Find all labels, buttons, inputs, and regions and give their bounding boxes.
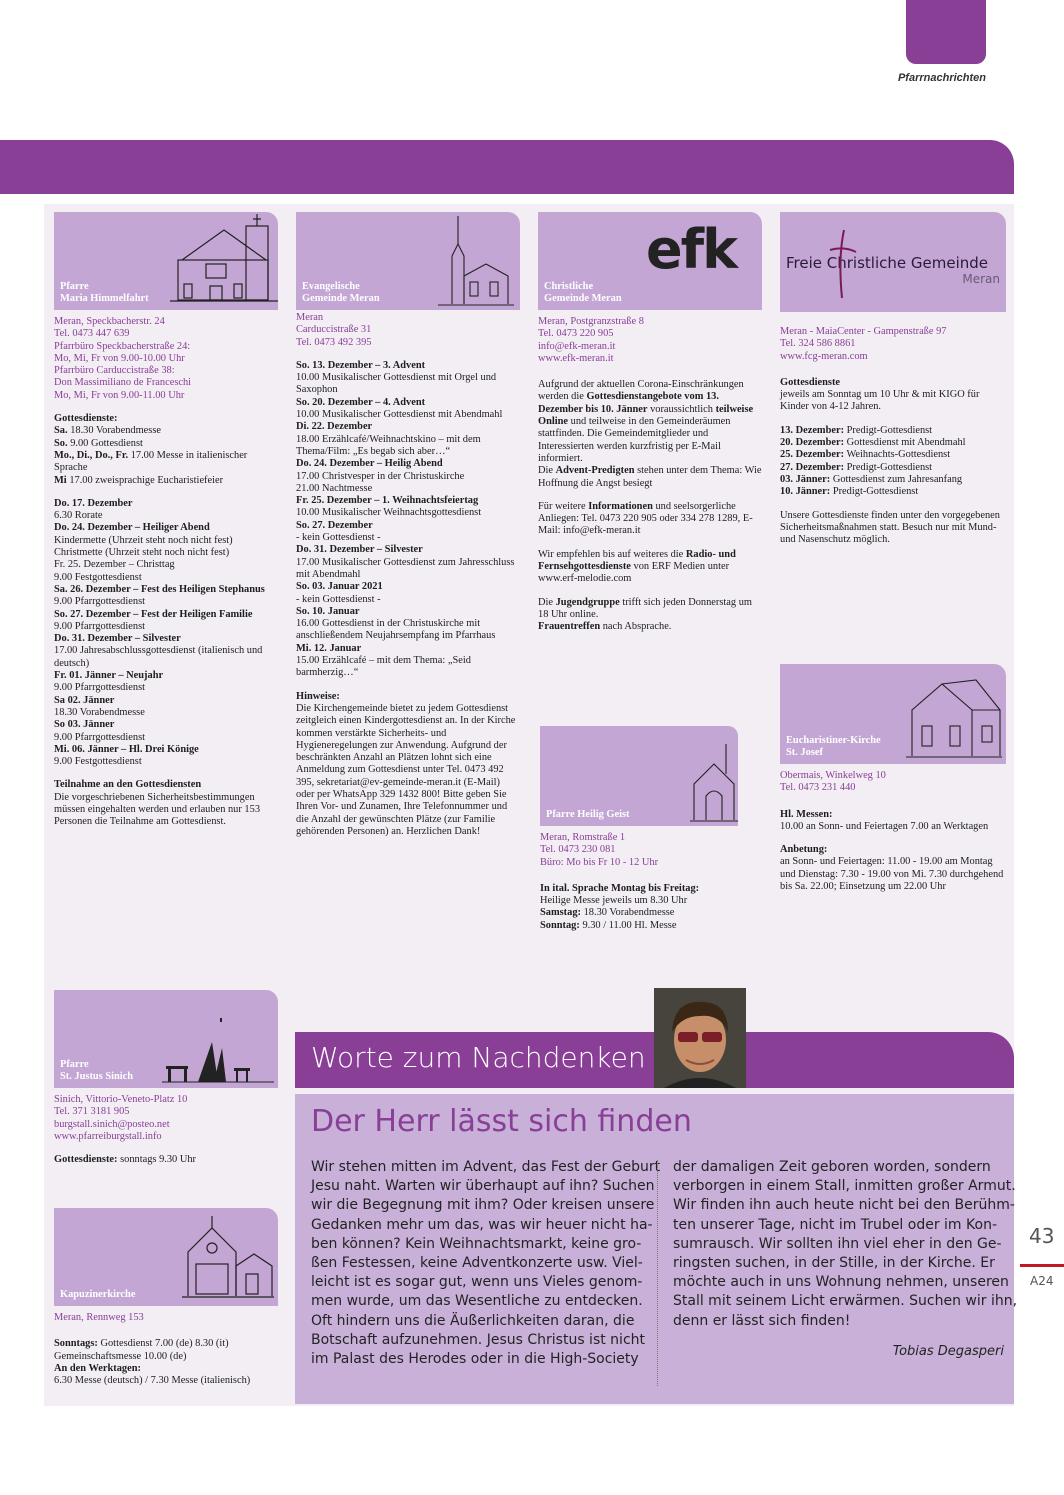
note-title: Teilnahme an den Gottesdiensten [54,779,202,791]
paragraph: Die Advent-Predigten stehen unter dem Thema: Wie Hoffnung die Angst besiegt [538,465,762,489]
services-line: Gottesdienste: sonntags 9.30 Uhr [54,1154,197,1166]
page-code: A24 [1030,1274,1054,1288]
name-line-2: St. Josef [786,747,823,758]
church-tower-drawing-icon [438,216,514,308]
article-line: Stall mit seinem Licht erwärmen. Suchen wir ihn, [673,1293,1018,1310]
header-box-efk [538,212,762,310]
article-right-column [673,1158,1017,1331]
event-line: 9.00 Pfarrgottesdienst [54,620,146,632]
event-heading: So. 13. Dezember – 3. Advent [296,359,426,371]
services-block: In ital. Sprache Montag bis Freitag: Heilige Messe jeweils um 8.30 Uhr Samstag: 18.30 Vorabendmesse Sonntag: 9.30 / 11.00 Hl. Messe [540,882,700,931]
service-line: Mi 17.00 zweisprachige Eucharistiefeier [54,474,224,486]
event-heading: Do. 31. Dezember – Silvester [296,544,423,556]
event-heading: Sa. 26. Dezember – Fest des Heiligen Stephanus [54,583,265,595]
cross-icon [828,228,858,300]
article-line: ßen Festessen, keine Adventkonzerte usw. Viel- [311,1255,643,1272]
column-freie-christliche [780,212,1006,546]
article-left-column [311,1158,660,1369]
header-box-fcg [780,212,1006,312]
services-block: Gottesdienste jeweils am Sonntag um 10 Uhr & mit KIGO für Kinder von 4-12 Jahren. [780,376,980,413]
name-line-1: Pfarre Heilig Geist [546,809,630,820]
service-line: So. 9.00 Gottesdienst [54,437,143,449]
service-line: Sa. 18.30 Vorabendmesse [54,425,161,437]
column-maria-himmelfahrt [54,212,278,829]
column-kapuzinerkirche [54,1208,278,1387]
article-line: leicht ist es sogar gut, wenn uns Vieles genom- [311,1274,643,1291]
event-line: Fr. 25. Dezember – Christtag [54,559,175,571]
article-line: Oft hindern uns die Äußerlichkeiten daran, die [311,1312,635,1329]
contact-block: Meran - MaiaCenter - Gampenstraße 97 Tel. 324 586 8861 www.fcg-meran.com [780,326,1006,363]
column-divider [657,1160,658,1386]
paragraph: Wir empfehlen bis auf weiteres die Radio- und Fernsehgottesdienste von ERF Medien unter www.erf-melodie.com [538,548,736,585]
contact-line: Mo, Mi, Fr von 9.00-10.00 Uhr [54,352,185,364]
contact-block: Meran, Rennweg 153 [54,1312,144,1323]
fcg-logo: Freie Christliche Gemeinde [786,254,989,272]
page-number-divider [1020,1264,1064,1267]
contact-line: Sinich, Vittorio-Veneto-Platz 10 [54,1094,188,1105]
article-section-title: Worte zum Nachdenken [311,1041,646,1074]
note-text: Die vorgeschriebenen Sicherheitsbestimmungen müssen eingehalten werden und erlauben nur 153 Personen die Teilnahme am Gottesdienst. [54,791,261,828]
service-line: Mo., Di., Do., Fr. 17.00 Messe in italienischer Sprache [54,449,248,474]
contact-block: Obermais, Winkelweg 10 Tel. 0473 231 440 [780,770,886,794]
contact-line: Tel. 371 3181 905 [54,1106,130,1118]
paragraph: Die Jugendgruppe trifft sich jeden Donnerstag um 18 Uhr online. [538,596,752,620]
column-eucharistiner [780,664,1006,893]
contact-line: Don Massimiliano de Franceschi [54,377,192,389]
church-drawing-icon [170,214,278,306]
efk-logo: efk [646,218,737,281]
event-line: 10.00 Musikalischer Gottesdienst mit Orgel und Saxophon [296,372,497,396]
event-heading: Mi. 06. Jänner – Hl. Drei Könige [54,743,199,755]
header-box-st-justus [54,990,278,1088]
event-heading: Di. 22. Dezember [296,421,373,433]
event-heading: Mi. 12. Januar [296,642,362,654]
section-tab [906,0,986,64]
event-line: 10.00 Musikalischer Gottesdienst mit Abendmahl [296,409,503,421]
event-heading: Do. 24. Dezember – Heiliger Abend [54,522,210,534]
name-line-1: Pfarre [60,1059,89,1070]
article-line: men wurde, um das Wesentliche zu entdecken. [311,1293,643,1310]
event-heading: So 03. Jänner [54,719,115,731]
event-line: 18.00 Erzählcafé/Weihnachtskino – mit dem Thema/Film: „Es begab sich aber…“ [296,433,481,457]
contact-line: Tel. 0473 447 639 [54,328,130,340]
event-line: - kein Gottesdienst - [296,593,381,605]
article-line: Jesu naht. Warten wir überhaupt auf ihn? Suchen [311,1178,655,1195]
paragraph: Für weitere Informationen und seelsorgerliche Anliegen: Tel. 0473 220 905 oder 334 278 1289, E-Mail: info@efk-meran.it [538,500,753,537]
services-block [54,413,278,487]
email-link[interactable]: info@efk-meran.it [538,340,616,352]
event-heading: So. 27. Dezember – Fest der Heiligen Familie [54,608,253,620]
contact-block [54,1094,278,1143]
hinweise-block: Hinweise: Die Kirchengemeinde bietet zu jedem Gottesdienst zeitgleich einen Kindergottesdienst an. In der Kirche kommen verstärkte Sicherheits- und Hygieneregelungen zur Anwendung. Aufgrund der beschränkten Anzahl an Plätzen lohnt sich eine Anmeldung zum Gottesdienst unter Tel. 0473 492 395, sekretariat@ev-gemeinde-meran.it (E-Mail) oder per WhatsApp 329 1432 800! Bitte geben Sie Ihren Vor- und Zunamen, Ihre Telefonnummer und die Anzahl der gewünschten Plätze (zur Familie gehörenden Personen) an. Herzlichen Dank! [296,690,516,837]
fcg-logo-city: Meran [962,272,1000,286]
event-line: 6.30 Rorate [54,510,103,522]
date-list: 13. Dezember: Predigt-Gottesdienst 20. Dezember: Gottesdienst mit Abendmahl 25. Dezember: Weihnachts-Gottesdienst 27. Dezember: Predigt-Gottesdienst 03. Jänner: Gottesdienst zum Jahresanfang 10. Jänner: Predigt-Gottesdienst [780,424,966,498]
event-line: 21.00 Nachtmesse [296,482,373,494]
contact-block: Meran Carduccistraße 31 Tel. 0473 492 395 [296,312,372,348]
page-number: 43 [1029,1224,1055,1248]
contact-line: Meran, Speckbacherstr. 24 [54,316,165,327]
article-line: denn er lässt sich finden! [673,1312,851,1329]
name-line-1: Eucharistiner-Kirche [786,735,881,746]
column-evangelische [296,212,520,838]
column-heilig-geist [540,726,738,932]
article-line: im Palast des Herodes oder in die High-Society [311,1351,639,1368]
article-line: verborgen in einem Stall, inmitten großer Armut. [673,1178,1016,1195]
event-heading: So. 03. Januar 2021 [296,581,383,593]
name-line-1: Evangelische [302,281,360,292]
name-line-2: Maria Himmelfahrt [60,293,149,304]
header-box-kapuziner [54,1208,278,1306]
event-line: 15.00 Erzählcafé – mit dem Thema: „Seid barmherzig…“ [296,655,471,679]
contact-line: Pfarrbüro Carduccistraße 38: [54,365,175,377]
contact-block [54,316,278,402]
name-line-1: Kapuzinerkirche [60,1289,136,1300]
article-line: Wir stehen mitten im Advent, das Fest der Geburt [311,1159,661,1175]
event-heading: So. 10. Januar [296,605,360,617]
services-block: Sonntags: Gottesdienst 7.00 (de) 8.30 (it) Gemeinschaftsmesse 10.00 (de) An den Werktagen: 6.30 Messe (deutsch) / 7.30 Messe (italienisch) [54,1338,251,1387]
event-line: 9.00 Pfarrgottesdienst [54,731,146,743]
column-christliche-gemeinde [538,212,762,634]
article-author: Tobias Degasperi [892,1344,1004,1359]
event-heading: So. 20. Dezember – 4. Advent [296,396,426,408]
article-line: der damaligen Zeit geboren worden, sondern [673,1159,991,1175]
event-line: 9.00 Festgottesdienst [54,571,142,583]
name-line-2: St. Justus Sinich [60,1071,134,1082]
web-link[interactable]: www.pfarreiburgstall.info [54,1130,162,1142]
web-link[interactable]: www.efk-meran.it [538,352,614,364]
header-box-eucharistiner [780,664,1006,764]
note-text: Unsere Gottesdienste finden unter den vorgegebenen Sicherheitsmaßnahmen statt. Besuch nur mit Mund- und Nasenschutz möglich. [780,509,1000,546]
event-line: 17.00 Musikalischer Gottesdienst zum Jahresschluss mit Abendmahl [296,556,515,580]
name-line-2: Gemeinde Meran [544,293,622,304]
event-heading: Fr. 25. Dezember – 1. Weihnachtsfeiertag [296,495,479,507]
email-link[interactable]: burgstall.sinich@posteo.net [54,1118,170,1130]
article-line: ten unserer Tage, nicht im Trubel oder im Kon- [673,1216,997,1233]
event-line: - kein Gottesdienst - [296,532,381,544]
event-list [296,360,520,680]
header-box-evangelische [296,212,520,310]
paragraph: Aufgrund der aktuellen Corona-Einschränkungen werden die Gottesdienstangebote vom 13. Dezember bis 10. Jänner voraussichtlich teilweise Online und teilweise in den Gemeinderäumen stattfinden. Die Gemeindemitglieder und Interessierten werden kurzfristig per E-Mail informiert. [538,379,754,464]
event-line: 10.00 Musikalischer Weihnachtsgottesdienst [296,507,482,519]
article-line: wir die Begegnung mit ihm? Oder kreisen unsere [311,1197,655,1214]
header-box-heilig-geist [540,726,738,826]
contact-line: Pfarrbüro Speckbacherstraße 24: [54,340,191,352]
event-line: 18.30 Vorabendmesse [54,706,145,718]
adoration-block: Anbetung: an Sonn- und Feiertagen: 11.00 - 19.00 am Montag und Dienstag: 7.30 - 19.00 von Mi. 7.30 durchgehend bis Sa. 22.00; Einsetzung um 22.00 Uhr [780,844,1004,893]
article-title: Der Herr lässt sich finden [311,1104,692,1139]
event-heading: Do. 17. Dezember [54,497,133,509]
event-line: Christmette (Uhrzeit steht noch nicht fest) [54,547,230,559]
chapel-drawing-icon [690,734,738,822]
services-title: Gottesdienste: [54,413,118,425]
paragraph: Frauentreffen nach Absprache. [538,621,672,633]
section-title: Pfarrnachrichten [897,72,986,84]
ruins-drawing-icon [162,1018,274,1084]
note-block [54,779,278,828]
church-drawing-icon [906,670,1002,760]
event-heading: Do. 24. Dezember – Heilig Abend [296,458,443,470]
header-box-maria-himmelfahrt [54,212,278,310]
event-line: 16.00 Gottesdienst in der Christuskirche mit anschließendem Neujahrsempfang im Pfarrhaus [296,618,496,642]
article-line: ringsten suchen, in der Stille, in der Kirche. Er [673,1255,995,1272]
contact-block: Meran, Romstraße 1 Tel. 0473 230 081 Büro: Mo bis Fr 10 - 12 Uhr [540,832,659,868]
event-line: Kindermette (Uhrzeit steht noch nicht fest) [54,534,233,546]
article-line: Wir finden ihn auch heute nicht bei den Berühm- [673,1197,1015,1214]
event-line: 17.00 Jahresabschlussgottesdienst (italienisch und deutsch) [54,645,263,669]
article-box [295,1094,1018,1404]
name-line-1: Christliche [544,281,594,292]
column-st-justus [54,990,278,1166]
event-heading: Fr. 01. Jänner – Neujahr [54,670,164,682]
event-line: 9.00 Festgottesdienst [54,756,142,768]
author-photo [654,988,746,1088]
event-line: 9.00 Pfarrgottesdienst [54,596,146,608]
article-line: Gedanken mehr um das, was wir heuer nicht ha- [311,1216,653,1233]
name-line-1: Pfarre [60,281,89,292]
event-heading: Sa 02. Jänner [54,694,115,706]
header-band [0,140,1014,194]
contact-line: Mo, Mi, Fr von 9.00-11.00 Uhr [54,389,185,401]
event-list [54,498,278,769]
article-line: sumrausch. Wir sollten ihn viel eher in den Ge- [673,1235,1002,1252]
contact-block: Meran, Postgranzstraße 8 Tel. 0473 220 905 info@efk-meran.it www.efk-meran.it [538,316,762,365]
article-line: Botschaft aufzunehmen. Jesus Christus ist nicht [311,1331,646,1348]
mass-block: Hl. Messen: 10.00 an Sonn- und Feiertagen 7.00 an Werktagen [780,808,989,832]
name-line-2: Gemeinde Meran [302,293,380,304]
event-heading: Do. 31. Dezember – Silvester [54,633,181,645]
church-drawing-icon [182,1214,274,1300]
article-line: ben können? Kein Weihnachtsmarkt, keine gro- [311,1235,642,1252]
event-heading: So. 27. Dezember [296,519,373,531]
event-line: 9.00 Pfarrgottesdienst [54,682,146,694]
article-line: möchte auch in uns Wohnung nehmen, unseren [673,1274,1009,1291]
web-link[interactable]: www.fcg-meran.com [780,350,868,362]
event-line: 17.00 Christvesper in der Christuskirche [296,470,465,482]
